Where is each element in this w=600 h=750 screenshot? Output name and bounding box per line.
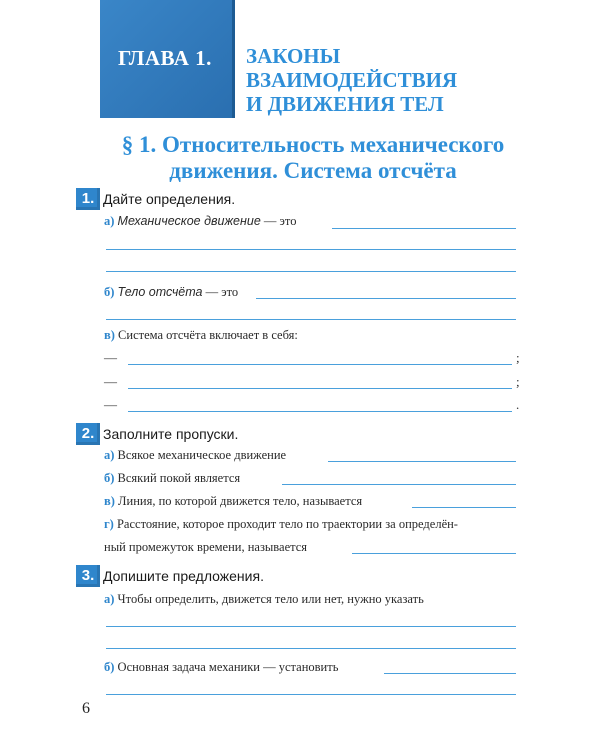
- item-letter: а): [104, 214, 115, 228]
- answer-line[interactable]: [332, 228, 516, 229]
- task-2c: [104, 494, 362, 509]
- item-text: Линия, по которой движется тело, называется: [118, 494, 363, 508]
- item-term: Тело отсчёта: [117, 285, 203, 299]
- task-number-badge: 3.: [76, 565, 100, 587]
- task-2d-continuation: ный промежуток времени, называется: [104, 540, 308, 554]
- answer-line[interactable]: [128, 388, 512, 389]
- chapter-title-line: ЗАКОНЫ: [246, 44, 341, 68]
- task-instruction: Заполните пропуски.: [103, 426, 239, 442]
- answer-line[interactable]: [384, 673, 516, 674]
- list-dash: —: [104, 350, 117, 365]
- task-1b: [104, 285, 238, 300]
- item-letter: г): [104, 517, 114, 531]
- answer-line[interactable]: [128, 411, 512, 412]
- item-term: Механическое движение: [117, 214, 261, 228]
- answer-line[interactable]: [106, 249, 516, 250]
- answer-line[interactable]: [328, 461, 516, 462]
- item-letter: б): [104, 285, 115, 299]
- task-instruction: Допишите предложения.: [103, 568, 264, 584]
- answer-line[interactable]: [106, 648, 516, 649]
- answer-line[interactable]: [106, 694, 516, 695]
- item-letter: а): [104, 592, 115, 606]
- section-title-line: движения. Система отсчёта: [169, 158, 457, 183]
- item-text: Чтобы определить, движется тело или нет, нужно указать: [117, 592, 424, 606]
- chapter-label: ГЛАВА 1.: [118, 46, 212, 70]
- answer-line[interactable]: [106, 271, 516, 272]
- task-1a: [104, 214, 296, 229]
- item-suffix: — это: [263, 214, 297, 228]
- answer-line[interactable]: [412, 507, 516, 508]
- section-title-line: § 1. Относительность механического: [121, 132, 505, 157]
- item-suffix: — это: [205, 285, 239, 299]
- item-text: Расстояние, которое проходит тело по траектории за определён-: [116, 517, 458, 531]
- chapter-title-line: И ДВИЖЕНИЯ ТЕЛ: [246, 92, 444, 116]
- task-instruction: Дайте определения.: [103, 191, 236, 207]
- answer-line[interactable]: [106, 319, 516, 320]
- task-2a: [104, 448, 286, 463]
- item-text: Система отсчёта включает в себя:: [118, 328, 298, 342]
- chapter-title-line: ВЗАИМОДЕЙСТВИЯ: [246, 68, 458, 92]
- list-ending: ;: [516, 374, 520, 389]
- item-text: Основная задача механики — установить: [117, 660, 339, 674]
- task-3b: [104, 660, 338, 675]
- item-letter: в): [104, 494, 115, 508]
- answer-line[interactable]: [282, 484, 516, 485]
- answer-line[interactable]: [352, 553, 516, 554]
- list-ending: .: [516, 397, 520, 412]
- answer-line[interactable]: [256, 298, 516, 299]
- task-number-badge: 1.: [76, 188, 100, 210]
- item-letter: в): [104, 328, 115, 342]
- task-3a: [104, 592, 424, 607]
- list-ending: ;: [516, 350, 520, 365]
- item-letter: б): [104, 471, 115, 485]
- answer-line[interactable]: [128, 364, 512, 365]
- item-text: Всякий покой является: [117, 471, 241, 485]
- task-number-badge: 2.: [76, 423, 100, 445]
- task-1c: [104, 328, 298, 343]
- task-2-header: [76, 423, 238, 445]
- task-1-header: [76, 188, 235, 210]
- answer-line[interactable]: [106, 626, 516, 627]
- list-dash: —: [104, 374, 117, 389]
- item-letter: а): [104, 448, 115, 462]
- list-dash: —: [104, 397, 117, 412]
- task-2d: [104, 517, 458, 532]
- chapter-title: [246, 44, 457, 116]
- item-text: Всякое механическое движение: [117, 448, 287, 462]
- page-number: 6: [82, 700, 90, 717]
- section-title: [78, 132, 548, 184]
- task-3-header: [76, 565, 264, 587]
- task-2b: [104, 471, 240, 486]
- item-letter: б): [104, 660, 115, 674]
